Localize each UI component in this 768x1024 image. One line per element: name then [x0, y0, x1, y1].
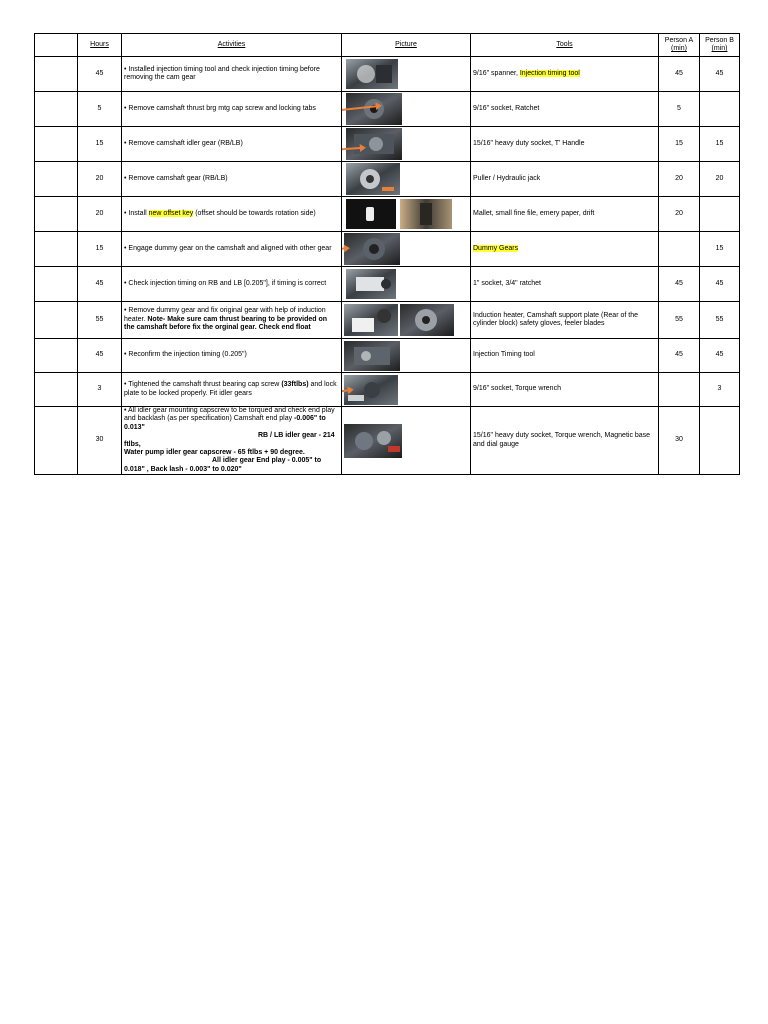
row-blank-cell [35, 197, 78, 232]
table-row [35, 407, 740, 475]
picture-cell [342, 127, 471, 162]
tools-cell: 9/16" socket, Ratchet [471, 92, 659, 127]
person-b-cell: 3 [700, 373, 740, 407]
activity-cell: • Remove dummy gear and fix original gear with help of induction heater. Note- Make sure cam thrust bearing to be provided on the camshaft before fix the orginal gear. Check end float [122, 302, 342, 339]
induction-heater-photo [344, 304, 398, 336]
activity-cell: • Installed injection timing tool and check injection timing before removing the cam gear [122, 57, 342, 92]
table-row [35, 373, 740, 407]
person-a-cell: 45 [659, 267, 700, 302]
hours-cell: 20 [78, 162, 122, 197]
table-row [35, 197, 740, 232]
tools-cell: 15/16" heavy duty socket, T' Handle [471, 127, 659, 162]
engine-photo [346, 269, 396, 299]
picture-cell [342, 162, 471, 197]
engine-photo [346, 128, 402, 160]
table-row [35, 127, 740, 162]
person-b-cell: 45 [700, 267, 740, 302]
engine-photo [344, 341, 400, 371]
picture-cell [342, 57, 471, 92]
picture-cell [342, 339, 471, 373]
person-a-cell: 20 [659, 197, 700, 232]
person-b-cell [700, 92, 740, 127]
picture-cell [342, 267, 471, 302]
hours-cell: 15 [78, 232, 122, 267]
picture-cell [342, 407, 471, 475]
activity-cell: • Reconfirm the injection timing (0.205") [122, 339, 342, 373]
engine-photo [346, 59, 398, 89]
person-a-cell: 55 [659, 302, 700, 339]
picture-cell [342, 92, 471, 127]
activity-cell: • Remove camshaft gear (RB/LB) [122, 162, 342, 197]
tools-cell: 15/16" heavy duty socket, Torque wrench, Magnetic base and dial gauge [471, 407, 659, 475]
engine-photo [344, 233, 400, 265]
hours-cell: 15 [78, 127, 122, 162]
picture-cell [342, 302, 471, 339]
header-tools: Tools [471, 34, 659, 57]
hours-cell: 3 [78, 373, 122, 407]
header-activities: Activities [122, 34, 342, 57]
header-hours: Hours [78, 34, 122, 57]
activity-cell: • Install new offset key (offset should be towards rotation side) [122, 197, 342, 232]
person-b-cell: 55 [700, 302, 740, 339]
row-blank-cell [35, 92, 78, 127]
hours-cell: 5 [78, 92, 122, 127]
tools-cell: Puller / Hydraulic jack [471, 162, 659, 197]
tools-cell: 9/16" spanner, Injection timing tool [471, 57, 659, 92]
table-row [35, 57, 740, 92]
activity-cell: • Tightened the camshaft thrust bearing cap screw (33ftlbs) and lock plate to be locked properly. Fit idler gears [122, 373, 342, 407]
tools-cell: Injection Timing tool [471, 339, 659, 373]
person-a-cell: 20 [659, 162, 700, 197]
person-b-cell: 15 [700, 127, 740, 162]
header-picture: Picture [342, 34, 471, 57]
picture-cell [342, 232, 471, 267]
row-blank-cell [35, 267, 78, 302]
header-row [35, 34, 740, 57]
orange-arrow [342, 247, 347, 252]
table-row [35, 302, 740, 339]
person-a-cell: 30 [659, 407, 700, 475]
table-row [35, 162, 740, 197]
picture-cell [342, 373, 471, 407]
hours-cell: 55 [78, 302, 122, 339]
person-b-cell [700, 197, 740, 232]
table-row [35, 267, 740, 302]
row-blank-cell [35, 302, 78, 339]
activity-cell: • Remove camshaft thrust brg mtg cap screw and locking tabs [122, 92, 342, 127]
row-blank-cell [35, 373, 78, 407]
engine-photo [346, 163, 400, 195]
person-b-cell: 45 [700, 57, 740, 92]
table-row [35, 92, 740, 127]
person-a-cell [659, 373, 700, 407]
row-blank-cell [35, 127, 78, 162]
row-blank-cell [35, 339, 78, 373]
person-a-cell: 15 [659, 127, 700, 162]
hours-cell: 30 [78, 407, 122, 475]
header-blank [35, 34, 78, 57]
hours-cell: 45 [78, 57, 122, 92]
tools-cell: Induction heater, Camshaft support plate (Rear of the cylinder block) safety gloves, feeler blades [471, 302, 659, 339]
camshaft-gear-photo [400, 304, 454, 336]
row-blank-cell [35, 162, 78, 197]
header-person-a: Person A (min) [659, 34, 700, 57]
table-row [35, 339, 740, 373]
person-a-cell: 45 [659, 57, 700, 92]
procedure-table [34, 33, 740, 475]
row-blank-cell [35, 407, 78, 475]
row-blank-cell [35, 57, 78, 92]
person-a-cell [659, 232, 700, 267]
header-person-b: Person B (min) [700, 34, 740, 57]
tools-cell: 1" socket, 3/4" ratchet [471, 267, 659, 302]
activity-cell: • Remove camshaft idler gear (RB/LB) [122, 127, 342, 162]
person-b-cell: 15 [700, 232, 740, 267]
person-b-cell [700, 407, 740, 475]
person-b-cell: 20 [700, 162, 740, 197]
tools-cell: Mallet, small fine file, emery paper, drift [471, 197, 659, 232]
person-b-cell: 45 [700, 339, 740, 373]
person-a-cell: 45 [659, 339, 700, 373]
picture-cell [342, 197, 471, 232]
person-a-cell: 5 [659, 92, 700, 127]
hours-cell: 20 [78, 197, 122, 232]
tools-cell: 9/16" socket, Torque wrench [471, 373, 659, 407]
offset-key-photo [346, 199, 396, 229]
hours-cell: 45 [78, 267, 122, 302]
activity-cell: • Check injection timing on RB and LB [0.205"], if timing is correct [122, 267, 342, 302]
hours-cell: 45 [78, 339, 122, 373]
tools-cell: Dummy Gears [471, 232, 659, 267]
camshaft-photo [400, 199, 452, 229]
activity-cell: • All idler gear mounting capscrew to be torqued and check end play and backlash (as per specification) Camshaft end play -0.006" to 0.013" RB / LB idler gear - 214 ftlbs, Water pump idler gear capscrew - 65 ftlbs + 90 degree. All idler gear End play - 0.005" to 0.018" , Back lash - 0.003" to 0.020" [122, 407, 342, 475]
table-row [35, 232, 740, 267]
idler-gear-photo [344, 424, 402, 458]
activity-cell: • Engage dummy gear on the camshaft and aligned with other gear [122, 232, 342, 267]
row-blank-cell [35, 232, 78, 267]
